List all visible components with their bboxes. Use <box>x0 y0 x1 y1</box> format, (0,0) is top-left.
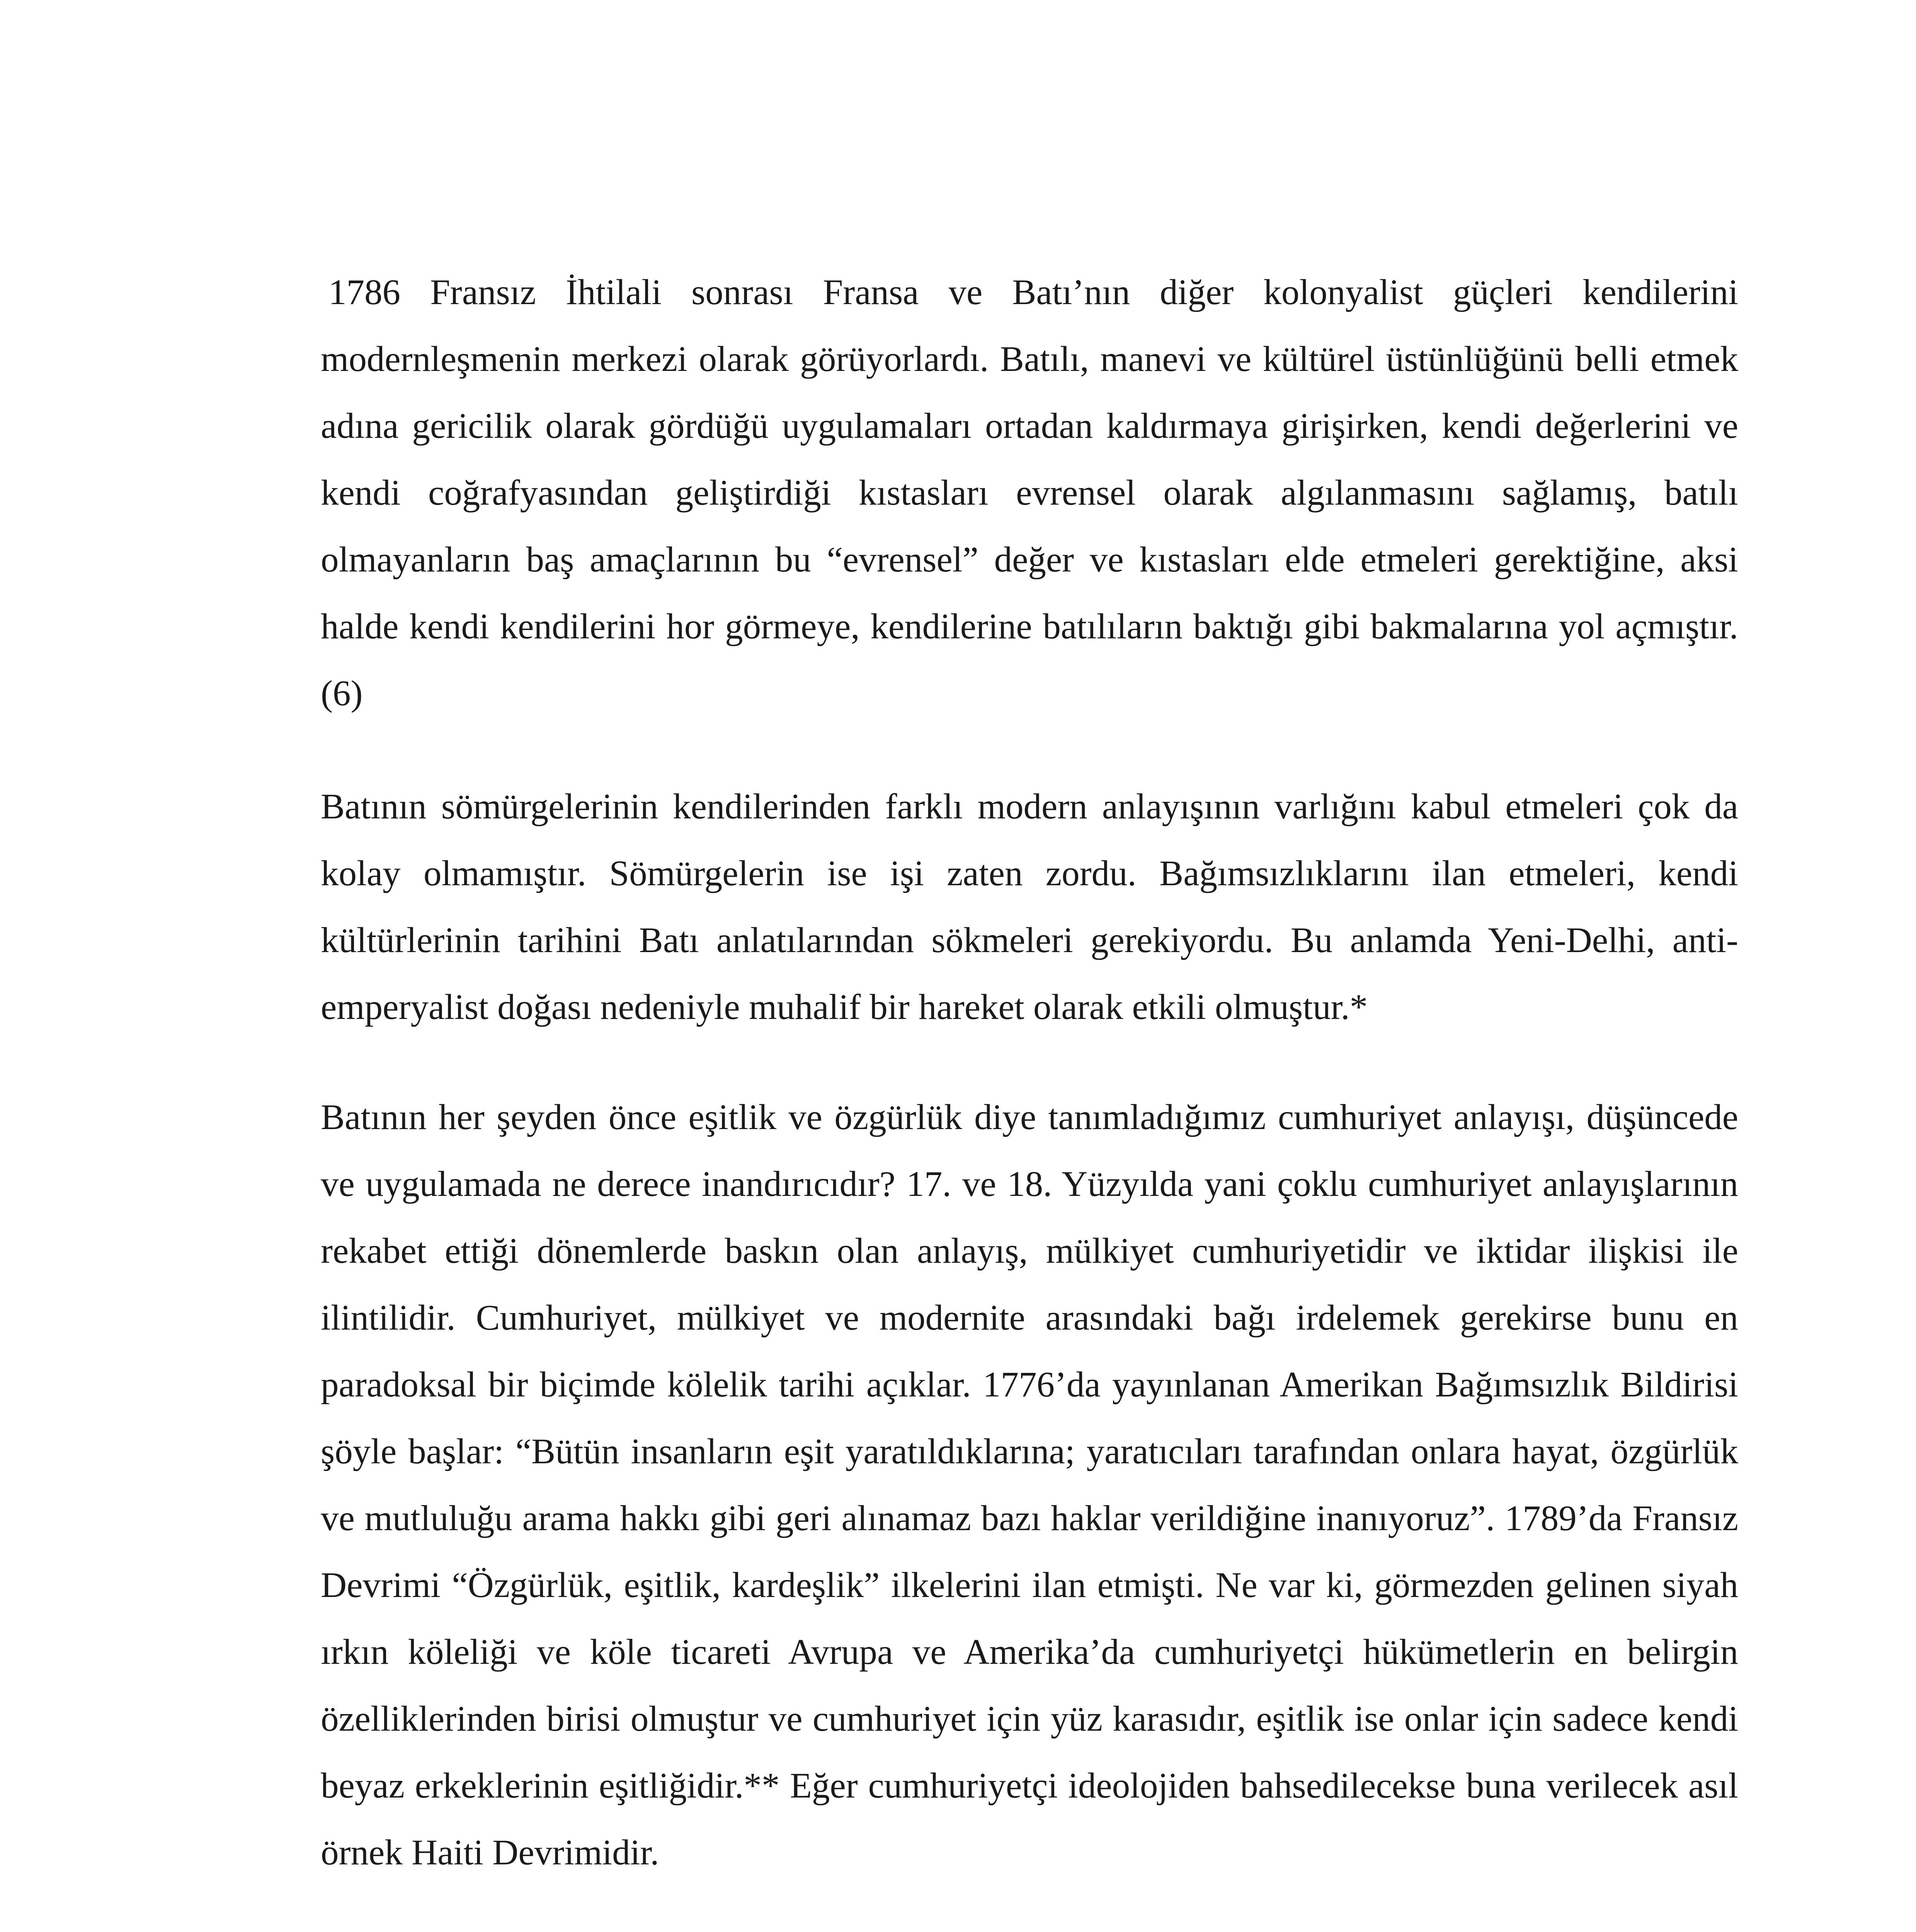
paragraph-french-revolution: 1786 Fransız İhtilali sonrası Fransa ve Batı’nın diğer kolonyalist güçleri kendilerini modernleşmenin merkezi olarak görüyorlardı. Batılı, manevi ve kültürel üstünlüğünü belli etmek adına gericilik olarak gördüğü uygulamaları ortadan kaldırmaya girişirken, kendi değerlerini ve kendi coğrafyasından geliştirdiği kıstasları evrensel olarak algılanmasını sağlamış, batılı olmayanların baş amaçlarının bu “evrensel” değer ve kıstasları elde etmeleri gerektiğine, aksi halde kendi kendilerini hor görmeye, kendilerine batılıların baktığı gibi bakmalarına yol açmıştır. (6) <box>321 272 1738 713</box>
paragraph-colonies: Batının sömürgelerinin kendilerinden farklı modern anlayışının varlığını kabul etmeleri çok da kolay olmamıştır. Sömürgelerin ise işi zaten zordu. Bağımsızlıklarını ilan etmeleri, kendi kültürlerinin tarihini Batı anlatılarından sökmeleri gerekiyordu. Bu anlamda Yeni-Delhi, anti-emperyalist doğası nedeniyle muhalif bir hareket olarak etkili olmuştur.* <box>321 787 1738 1027</box>
body-text <box>321 259 1738 1932</box>
paragraph-haiti <box>321 1929 1738 1932</box>
paragraph-republic: Batının her şeyden önce eşitlik ve özgürlük diye tanımladığımız cumhuriyet anlayışı, düşüncede ve uygulamada ne derece inandırıcıdır? 17. ve 18. Yüzyılda yani çoklu cumhuriyet anlayışlarının rekabet ettiği dönemlerde baskın olan anlayış, mülkiyet cumhuriyetidir ve iktidar ilişkisi ile ilintilidir. Cumhuriyet, mülkiyet ve modernite arasındaki bağı irdelemek gerekirse bunu en paradoksal bir biçimde kölelik tarihi açıklar. 1776’da yayınlanan Amerikan Bağımsızlık Bildirisi şöyle başlar: “Bütün insanların eşit yaratıldıklarına; yaratıcıları tarafından onlara hayat, özgürlük ve mutluluğu arama hakkı gibi geri alınamaz bazı haklar verildiğine inanıyoruz”. 1789’da Fransız Devrimi “Özgürlük, eşitlik, kardeşlik” ilkelerini ilan etmişti. Ne var ki, görmezden gelinen siyah ırkın köleliği ve köle ticareti Avrupa ve Amerika’da cumhuriyetçi hükümetlerin en belirgin özelliklerinden birisi olmuştur ve cumhuriyet için yüz karasıdır, eşitlik ise onlar için sadece kendi beyaz erkeklerinin eşitliğidir.** Eğer cumhuriyetçi ideolojiden bahsedilecekse buna verilecek asıl örnek Haiti Devrimidir. <box>321 1097 1738 1872</box>
